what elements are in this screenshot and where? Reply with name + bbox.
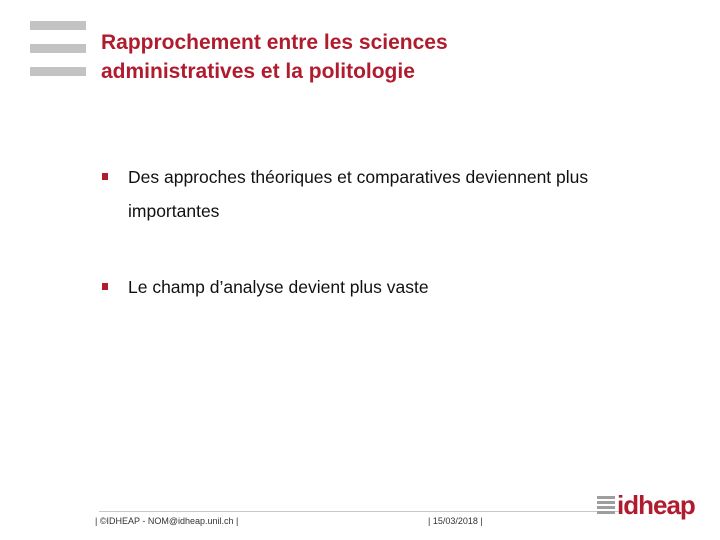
brand-name: idheap	[617, 490, 695, 520]
footer-separator: |	[236, 516, 239, 526]
slide-title-line-1: Rapprochement entre les sciences	[101, 31, 448, 54]
bullet-item	[100, 160, 680, 228]
slide-title-line-2: administratives et la politologie	[101, 60, 415, 83]
footer-author	[95, 515, 238, 527]
footer-author-text: ©IDHEAP - NOM@idheap.unil.ch	[99, 516, 234, 526]
footer-separator: |	[95, 516, 98, 526]
logo-bar	[30, 21, 86, 30]
slide-title	[101, 28, 661, 86]
logo-bar	[30, 67, 86, 76]
square-bullet-icon	[102, 283, 108, 290]
bullet-text: Le champ d’analyse devient plus vaste	[128, 277, 429, 297]
footer-date	[428, 515, 483, 527]
bullet-list	[100, 160, 680, 304]
footer-divider	[99, 511, 619, 512]
footer-separator: |	[480, 516, 483, 526]
square-bullet-icon	[102, 173, 108, 180]
footer-date-text: 15/03/2018	[432, 516, 478, 526]
footer-separator: |	[428, 516, 431, 526]
bullet-text: Des approches théoriques et comparatives deviennent plus importantes	[128, 167, 589, 221]
bullet-item	[100, 270, 680, 304]
logo-bars-icon	[597, 496, 615, 516]
idheap-logo	[597, 490, 707, 522]
logo-bar	[30, 44, 86, 53]
